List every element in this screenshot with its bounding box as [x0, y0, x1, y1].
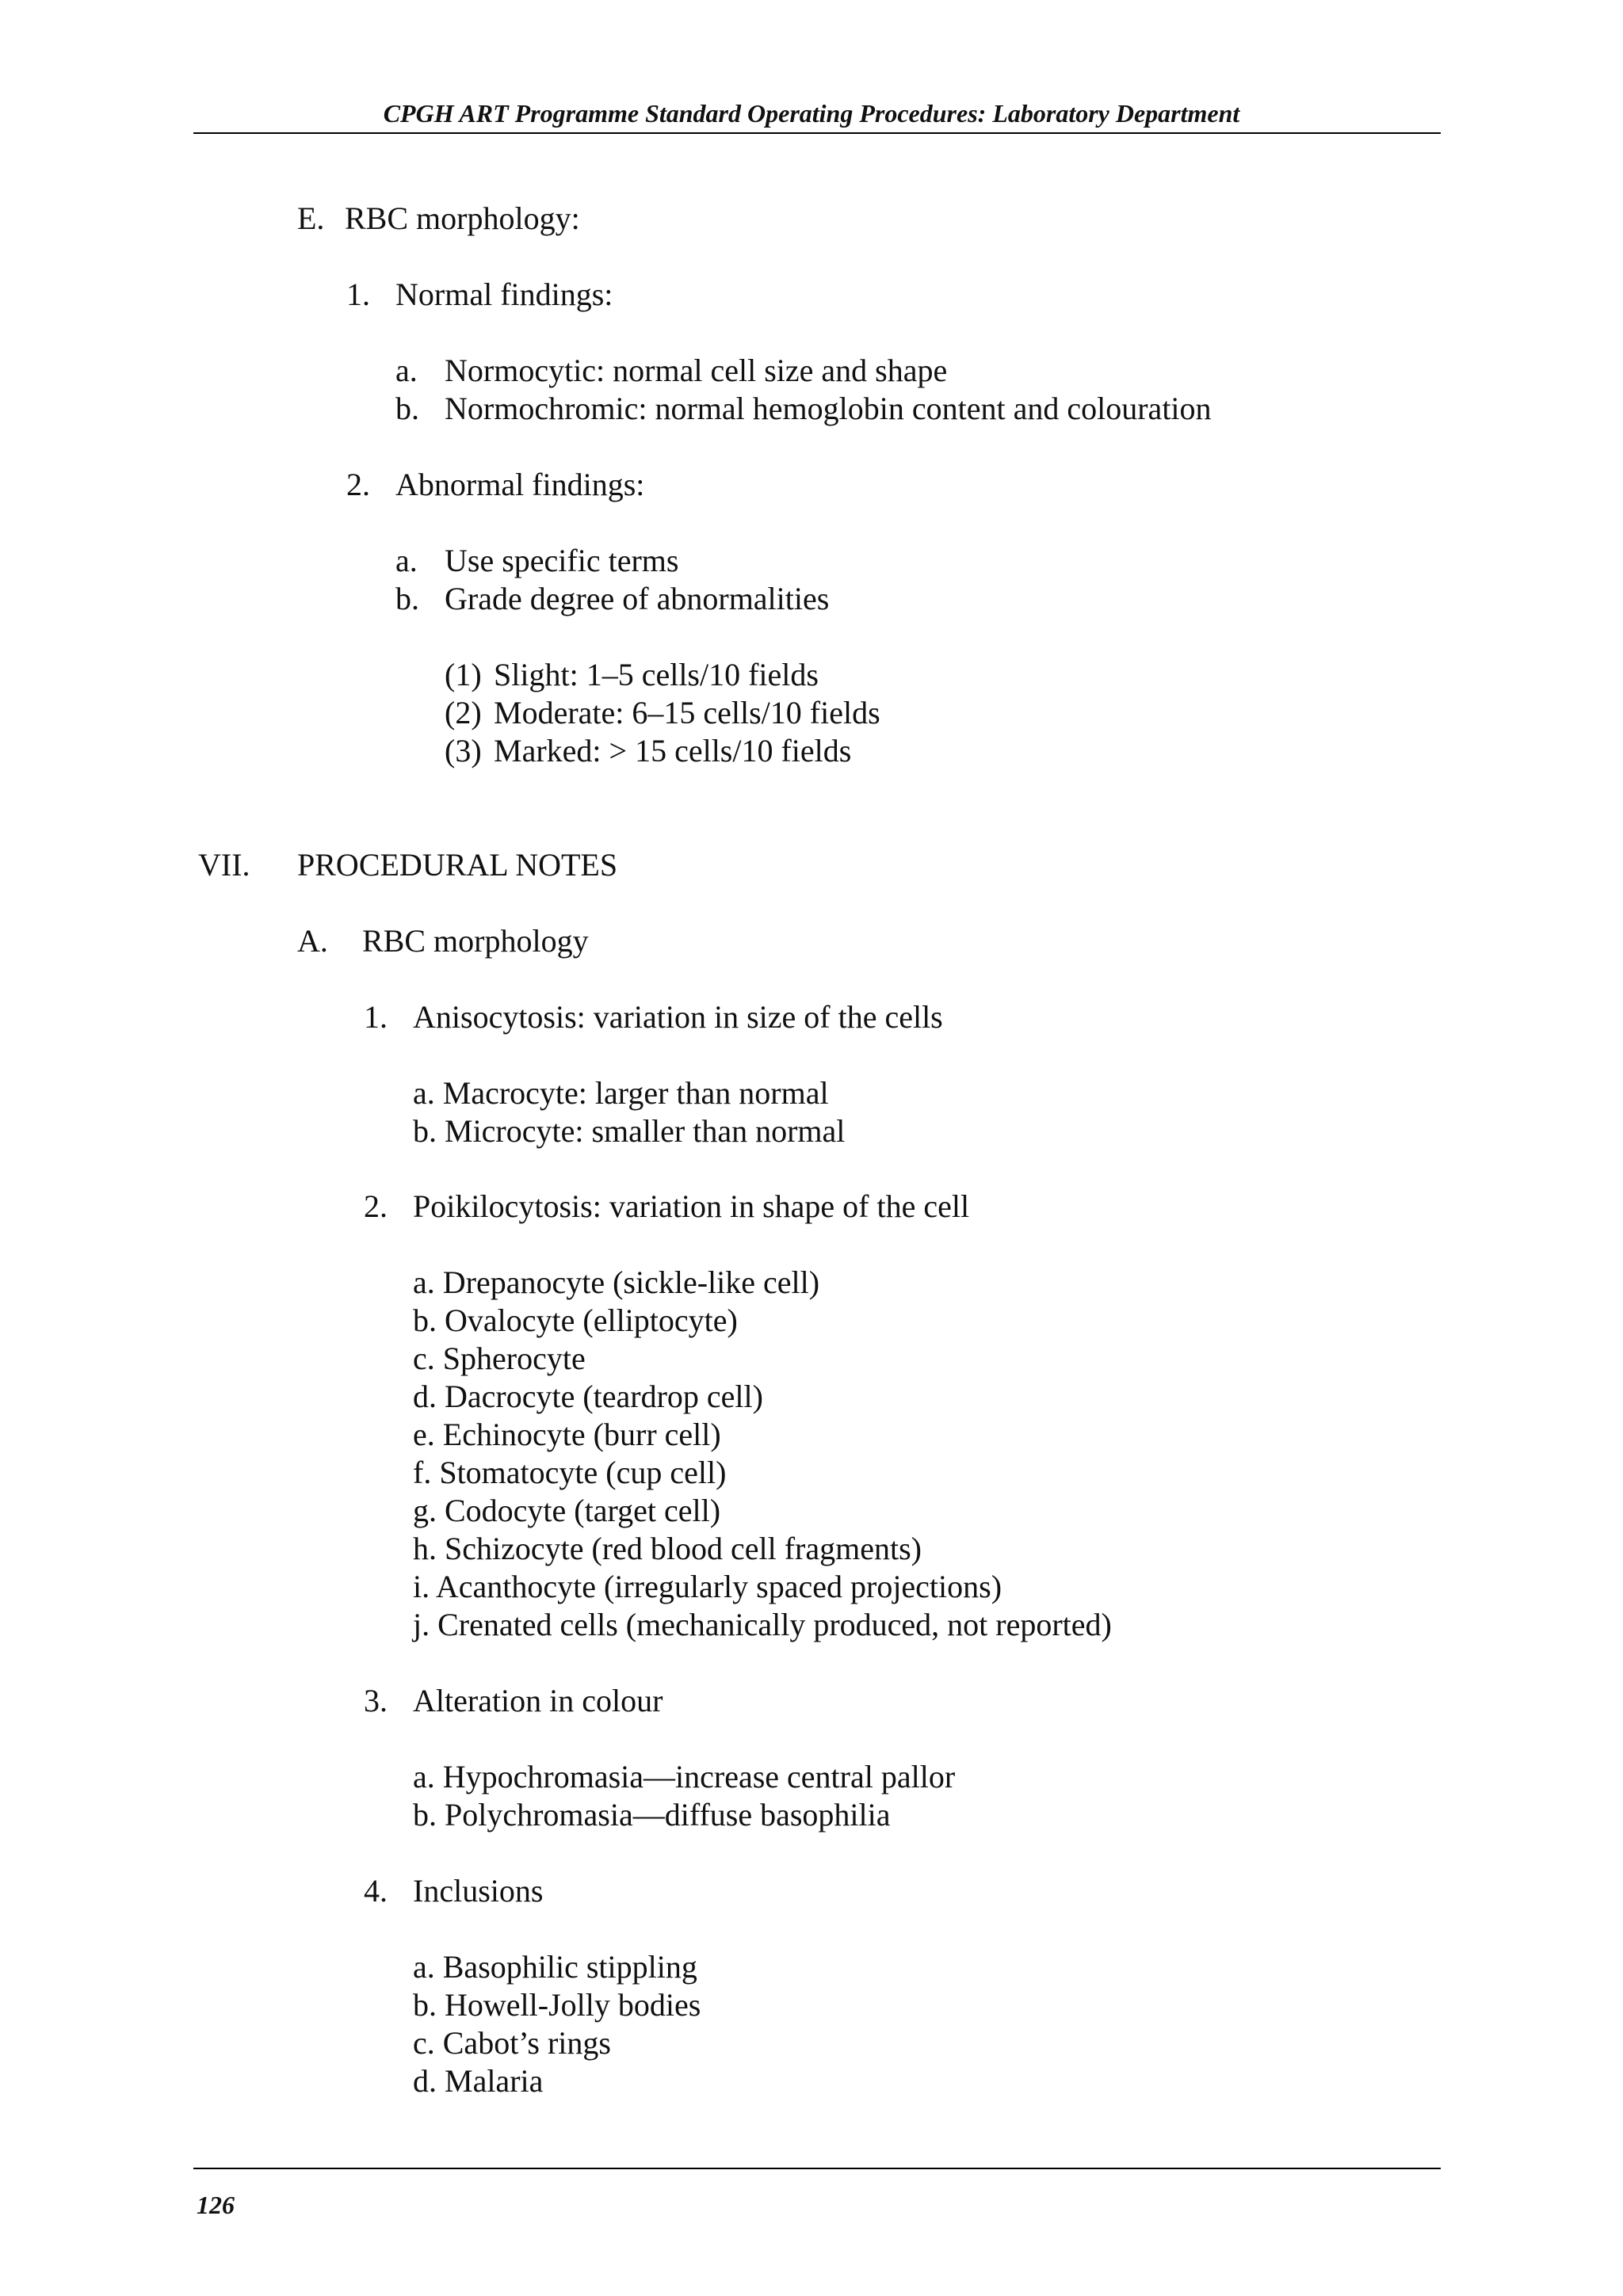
- grade-item: [445, 695, 880, 730]
- list-heading-title: Anisocytosis: variation in size of the cells: [413, 999, 943, 1035]
- list-item: h. Schizocyte (red blood cell fragments): [413, 1531, 922, 1566]
- list-item: [395, 543, 679, 578]
- list-heading-marker: 2.: [364, 1188, 388, 1224]
- header-title: CPGH ART Programme Standard Operating Procedures: Laboratory Department: [383, 99, 1240, 128]
- list-item: b. Microcyte: smaller than normal: [413, 1113, 846, 1149]
- section-vii-title: PROCEDURAL NOTES: [297, 847, 618, 883]
- list-item-marker: a.: [395, 353, 418, 388]
- list-item: f. Stomatocyte (cup cell): [413, 1455, 727, 1490]
- list-item: j. Crenated cells (mechanically produced, not reported): [413, 1607, 1112, 1642]
- list-item: [395, 391, 1212, 426]
- list-heading-title: Alteration in colour: [413, 1683, 663, 1718]
- list-heading: [364, 1188, 970, 1224]
- abnormal-findings-title: Abnormal findings:: [395, 467, 645, 502]
- list-item: b. Howell-Jolly bodies: [413, 1987, 701, 2023]
- list-item-text: Normochromic: normal hemoglobin content and colouration: [445, 391, 1212, 426]
- list-heading-marker: 4.: [364, 1873, 388, 1909]
- list-item-text: Grade degree of abnormalities: [445, 581, 830, 616]
- list-heading-title: Inclusions: [413, 1873, 544, 1909]
- list-heading: [364, 999, 943, 1035]
- list-heading-title: Poikilocytosis: variation in shape of the cell: [413, 1188, 970, 1224]
- section-e-heading: [297, 200, 580, 236]
- list-item: a. Macrocyte: larger than normal: [413, 1075, 829, 1111]
- subsection-a-marker: A.: [297, 923, 328, 959]
- list-item-marker: a.: [395, 543, 418, 578]
- list-item: a. Basophilic stippling: [413, 1949, 697, 1985]
- abnormal-findings-marker: 2.: [346, 467, 370, 502]
- section-vii-heading: [198, 847, 618, 883]
- list-heading: [364, 1683, 663, 1718]
- list-item: g. Codocyte (target cell): [413, 1493, 721, 1528]
- list-item: d. Dacrocyte (teardrop cell): [413, 1379, 763, 1414]
- list-heading-marker: 3.: [364, 1683, 388, 1718]
- grade-marker: (3): [445, 733, 482, 769]
- list-item: a. Hypochromasia—increase central pallor: [413, 1759, 956, 1794]
- list-item: [395, 581, 830, 616]
- list-item-marker: b.: [395, 581, 419, 616]
- grade-item: [445, 657, 819, 692]
- grade-text: Slight: 1–5 cells/10 fields: [494, 657, 819, 692]
- section-e-title: RBC morphology:: [345, 200, 580, 236]
- grade-marker: (2): [445, 695, 482, 730]
- grade-text: Marked: > 15 cells/10 fields: [494, 733, 852, 769]
- list-item: b. Polychromasia—diffuse basophilia: [413, 1797, 891, 1833]
- list-item: a. Drepanocyte (sickle-like cell): [413, 1264, 820, 1300]
- normal-findings-title: Normal findings:: [395, 277, 613, 312]
- list-item: i. Acanthocyte (irregularly spaced projections): [413, 1569, 1002, 1604]
- normal-findings-heading: [346, 277, 613, 312]
- list-item: [395, 353, 948, 388]
- list-item-text: Normocytic: normal cell size and shape: [445, 353, 948, 388]
- normal-findings-marker: 1.: [346, 277, 370, 312]
- list-item: c. Cabot’s rings: [413, 2025, 611, 2061]
- grade-marker: (1): [445, 657, 482, 692]
- grade-text: Moderate: 6–15 cells/10 fields: [494, 695, 880, 730]
- list-item: e. Echinocyte (burr cell): [413, 1417, 721, 1452]
- page-number: 126: [197, 2191, 235, 2219]
- list-item-text: Use specific terms: [445, 543, 679, 578]
- subsection-a-title: RBC morphology: [362, 923, 589, 959]
- list-item: b. Ovalocyte (elliptocyte): [413, 1302, 738, 1338]
- header-rule: [193, 132, 1441, 134]
- section-vii-marker: VII.: [198, 847, 250, 883]
- list-item-marker: b.: [395, 391, 419, 426]
- section-e-marker: E.: [297, 200, 325, 236]
- abnormal-findings-heading: [346, 467, 645, 502]
- list-heading-marker: 1.: [364, 999, 388, 1035]
- footer-rule: [193, 2168, 1441, 2169]
- list-heading: [364, 1873, 544, 1909]
- list-item: d. Malaria: [413, 2063, 544, 2099]
- subsection-a-heading: [297, 923, 589, 959]
- grade-item: [445, 733, 852, 769]
- list-item: c. Spherocyte: [413, 1341, 586, 1376]
